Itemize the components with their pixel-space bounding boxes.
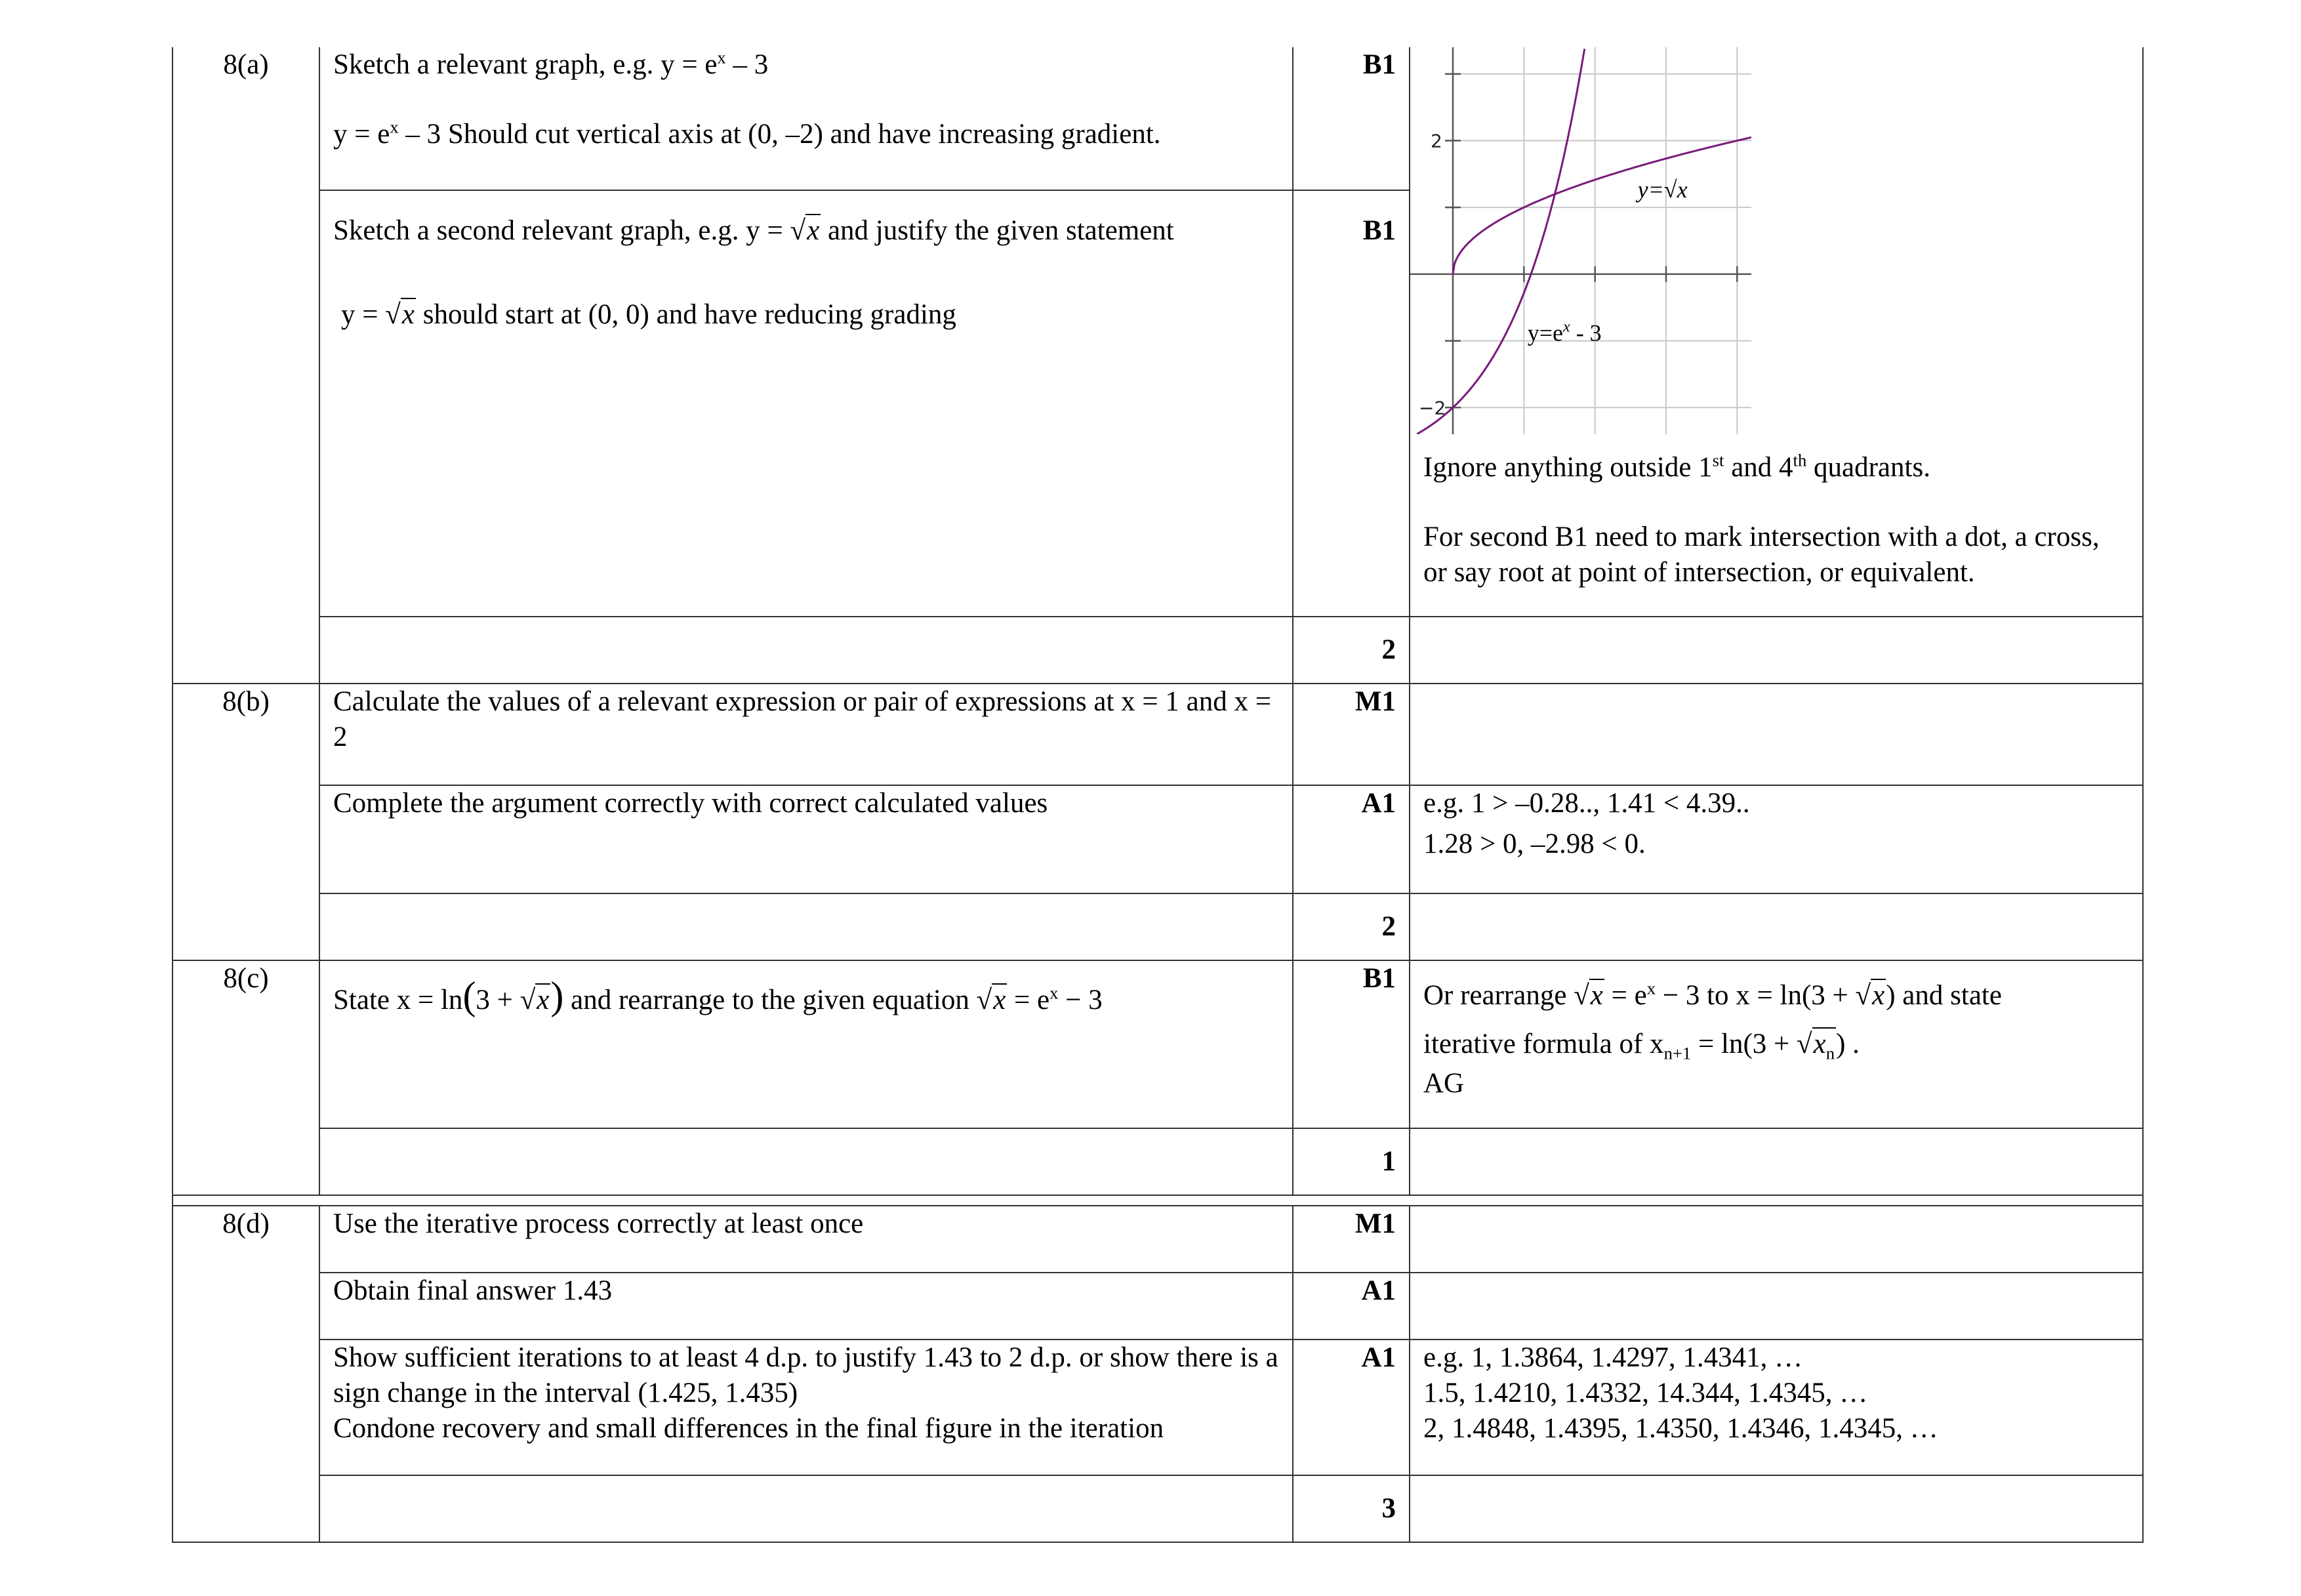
total-mark: 3 bbox=[1293, 1475, 1410, 1542]
row-8a-total bbox=[173, 617, 2143, 684]
row-8b-2 bbox=[173, 785, 2143, 893]
empty-cell bbox=[1410, 1273, 2143, 1340]
empty-cell bbox=[1410, 893, 2143, 960]
mark-scheme-table bbox=[172, 47, 2144, 1543]
separator-cell bbox=[173, 1195, 2143, 1206]
guidance-line: Or rearrange $√x = e^x - 3$ to x = ln(3 + √x) and state bbox=[1423, 978, 2002, 1011]
curve-exp-x-minus-3 bbox=[1417, 49, 1584, 434]
empty-cell bbox=[1410, 617, 2143, 684]
sqrt-symbol: $√x_n$ bbox=[1797, 1029, 1835, 1063]
empty-cell bbox=[1410, 1206, 2143, 1273]
answer-line: Show sufficient iterations to at least 4 d.p. to justify 1.43 to 2 d.p. or show there is a sign change in the interval (1.425, 1.435) bbox=[333, 1342, 1278, 1408]
row-8d-2 bbox=[173, 1273, 2143, 1340]
answer-cell bbox=[319, 47, 1293, 190]
answer-cell: Complete the argument correctly with correct calculated values bbox=[319, 785, 1293, 893]
empty-cell bbox=[1410, 1128, 2143, 1195]
answer-line: Condone recovery and small differences in the final figure in the iteration bbox=[333, 1413, 1164, 1444]
guidance-line: e.g. 1 > –0.28.., 1.41 < 4.39.. bbox=[1423, 788, 1750, 819]
row-8b-1 bbox=[173, 684, 2143, 785]
answer-cell bbox=[319, 960, 1293, 1128]
sqrt-symbol: √x bbox=[1574, 980, 1603, 1011]
row-8a-1 bbox=[173, 47, 2143, 190]
question-number: 8(c) bbox=[173, 960, 319, 1195]
sqrt-symbol: √x bbox=[1855, 980, 1885, 1011]
total-mark: 2 bbox=[1293, 617, 1410, 684]
guidance-line: 2, 1.4848, 1.4395, 1.4350, 1.4346, 1.4345, … bbox=[1423, 1413, 1938, 1444]
guidance-line: Ignore anything outside 1st and 4th quadrants. bbox=[1423, 450, 1930, 483]
question-number: 8(b) bbox=[173, 684, 319, 960]
answer-cell: Use the iterative process correctly at least once bbox=[319, 1206, 1293, 1273]
answer-line: Sketch a relevant graph, e.g. $y = e^x - 3$ bbox=[333, 47, 769, 80]
answer-cell bbox=[319, 190, 1293, 617]
row-8d-1 bbox=[173, 1206, 2143, 1273]
row-8c-total bbox=[173, 1128, 2143, 1195]
label-y-exp-x-minus-3: $y=e^x - 3$ bbox=[1527, 318, 1602, 346]
sqrt-symbol: √x bbox=[976, 985, 1006, 1015]
empty-cell bbox=[319, 893, 1293, 960]
tick-label-neg2: −2 bbox=[1419, 397, 1446, 419]
answer-line: $y = e^x - 3$ Should cut vertical axis at (0, –2) and have increasing gradient. bbox=[333, 117, 1161, 150]
mark-cell: B1 bbox=[1293, 190, 1410, 617]
question-number: 8(d) bbox=[173, 1206, 319, 1542]
row-8c-1 bbox=[173, 960, 2143, 1128]
guidance-line: 1.5, 1.4210, 1.4332, 14.344, 1.4345, … bbox=[1423, 1378, 1868, 1408]
curve-sqrt-x bbox=[1453, 137, 1751, 274]
mark-cell: M1 bbox=[1293, 1206, 1410, 1273]
guidance-cell bbox=[1410, 1340, 2143, 1475]
question-number: 8(a) bbox=[173, 47, 319, 684]
row-8b-total bbox=[173, 893, 2143, 960]
guidance-line: iterative formula of $x_{n+1} = \ln(3 + √x_n)$ . bbox=[1423, 1029, 1860, 1063]
sqrt-symbol: √x bbox=[790, 215, 820, 246]
answer-line: State x = ln(3 + √x) and rearrange to the given equation $√x = e^x - 3$ bbox=[333, 974, 1103, 1017]
section-separator bbox=[173, 1195, 2143, 1206]
empty-cell bbox=[1410, 684, 2143, 785]
mark-cell: A1 bbox=[1293, 1273, 1410, 1340]
sqrt-symbol: √x bbox=[385, 299, 415, 330]
total-mark: 1 bbox=[1293, 1128, 1410, 1195]
graph-svg bbox=[1410, 47, 1751, 434]
label-y-sqrt-x: y=√x bbox=[1637, 176, 1688, 203]
tick-label-2: 2 bbox=[1431, 130, 1442, 152]
empty-cell bbox=[1410, 1475, 2143, 1542]
mark-cell: B1 bbox=[1293, 47, 1410, 190]
sqrt-symbol: √x bbox=[519, 985, 550, 1015]
empty-cell bbox=[319, 617, 1293, 684]
answer-cell bbox=[319, 1340, 1293, 1475]
row-8d-total bbox=[173, 1475, 2143, 1542]
mark-cell: M1 bbox=[1293, 684, 1410, 785]
answer-line: Sketch a second relevant graph, e.g. y = √x and justify the given statement bbox=[333, 215, 1174, 246]
guidance-cell bbox=[1410, 960, 2143, 1128]
mark-cell: A1 bbox=[1293, 1340, 1410, 1475]
guidance-cell bbox=[1410, 47, 2143, 617]
mark-cell: B1 bbox=[1293, 960, 1410, 1128]
total-mark: 2 bbox=[1293, 893, 1410, 960]
empty-cell bbox=[319, 1475, 1293, 1542]
guidance-line: 1.28 > 0, –2.98 < 0. bbox=[1423, 829, 1646, 859]
guidance-cell bbox=[1410, 785, 2143, 893]
answer-cell: Obtain final answer 1.43 bbox=[319, 1273, 1293, 1340]
row-8d-3 bbox=[173, 1340, 2143, 1475]
guidance-line: For second B1 need to mark intersection with a dot, a cross, or say root at point of intersection, or equivalent. bbox=[1423, 522, 2100, 588]
guidance-line: e.g. 1, 1.3864, 1.4297, 1.4341, … bbox=[1423, 1342, 1803, 1373]
sketch-graph bbox=[1410, 47, 2129, 443]
mark-cell: A1 bbox=[1293, 785, 1410, 893]
answer-cell: Calculate the values of a relevant expression or pair of expressions at x = 1 and x = 2 bbox=[319, 684, 1293, 785]
guidance-line: AG bbox=[1423, 1068, 1465, 1099]
answer-line: y = √x should start at (0, 0) and have reducing grading bbox=[341, 299, 956, 330]
empty-cell bbox=[319, 1128, 1293, 1195]
